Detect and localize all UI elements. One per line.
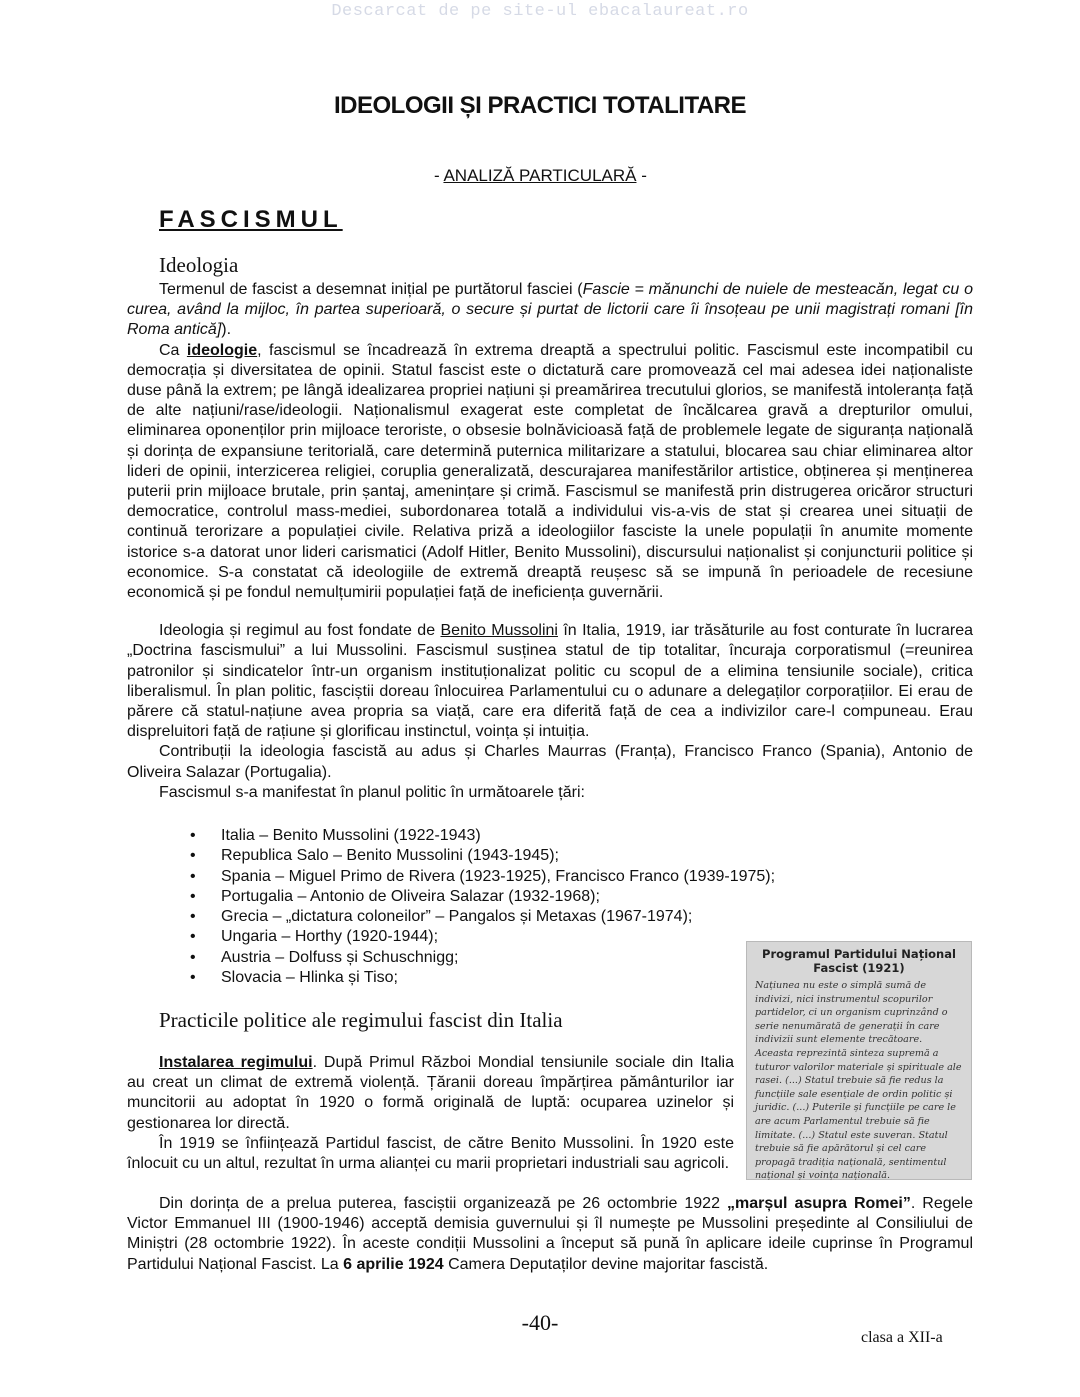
page-number: -40- [521, 1310, 559, 1335]
paragraph-party: În 1919 se înființează Partidul fascist, de către Benito Mussolini. În 1920 este înlocuit cu un altul, rezultat în urma alianței cu marii proprietari industriali sau agricoli. [127, 1134, 734, 1173]
paragraph-march: Din dorința de a prelua puterea, fasciștii organizează pe 26 octombrie 1922 „marșul asupra Romei”. Regele Victor Emmanuel III (1900-1946) acceptă demisia guvernului și îl numește pe Mussolini președinte al Consiliului de Miniștri (28 octombrie 1922). În aceste condiții Mussolini a început să pună în aplicare ideile cuprinse în Programul Partidului Național Fascist. La 6 aprilie 1924 Camera Deputaților devine majoritar fascistă. [127, 1195, 974, 1273]
paragraph-ideology: Ca ideologie, fascismul se încadrează în extrema dreaptă a spectrului politic. Fascismul este incompatibil cu democrația și diversitatea de opinii. Statul fascist este o dictatură care promovează cel mai adesea idei naționaliste duse până la extrem; pe lângă idealizarea propriei națiuni și preamărirea trecutului glorios, se manifestă intoleranța față de alte națiuni/rase/ideologii. Naționalismul exagerat este completat de încălcarea gravă a drepturilor omului, eliminarea oponenților prin mijloace teroriste, o obsesie bolnăvicioasă față de problemele legate de siguranța națională și dorința de expansiune teritorială, care determină puternica militarizare a statului, blocarea sau chiar eliminarea altor lideri de opinii, interzicerea religiei, coruplia generalizată, descurajarea manifestărilor artistice, obținerea și menținerea puterii prin mijloace brutale, prin șantaj, amenințare și crimă. Fascismul se manifestă prin distrugerea oricăror structuri democratice, controlul mass-mediei, subordonarea totală a individului vis-a-vis de stat și crearea unei situații de continuă terorizare a populației civile. Relativa priză a ideologiilor fasciste la unele populații în anumite momente istorice s-a datorat unor lideri carismatici (Adolf Hitler, Benito Mussolini), discursului naționalist și conjuncturii politice și economice. S-a constatat că ideologiile de extremă dreaptă reușesc să se impună în perioadele de recesiune economică și pe fondul nemulțumirii populației față de ineficiența guvernării. [127, 341, 973, 602]
list-item: • Grecia – „dictatura coloneilor” – Pangalos și Metaxas (1967-1974); [190, 907, 775, 927]
installation-text [127, 1053, 734, 1174]
subheading-ideologia: Ideologia [159, 253, 239, 277]
subtitle: - ANALIZĂ PARTICULARĂ - [434, 166, 647, 185]
list-item: • Ungaria – Horthy (1920-1944); [190, 927, 775, 947]
program-source-box [746, 941, 972, 1180]
march-text [127, 1194, 973, 1275]
paragraph-countries-intro: Fascismul s-a manifestat în planul politic în următoarele țări: [159, 783, 585, 801]
section-title: FASCISMUL [159, 206, 343, 233]
ideology-text [127, 280, 973, 803]
paragraph-contributions: Contribuții la ideologia fascistă au adus și Charles Maurras (Franța), Francisco Franco (Spania), Antonio de Oliveira Salazar (Portugalia). [127, 743, 973, 781]
keyword-ideologie: ideologie [186, 341, 258, 359]
footer-class-label: clasa a XII-a [861, 1329, 943, 1346]
subheading-practici: Practicile politice ale regimului fascist din Italia [159, 1008, 563, 1032]
list-item: • Slovacia – Hlinka și Tiso; [190, 968, 775, 988]
list-item: • Spania – Miguel Primo de Rivera (1923-1925), Francisco Franco (1939-1975); [190, 867, 775, 887]
subtitle-text: ANALIZĂ PARTICULARĂ [443, 166, 637, 185]
paragraph-mussolini: Ideologia și regimul au fost fondate de Benito Mussolini în Italia, 1919, iar trăsăturile au fost conturate în lucrarea „Doctrina fascismului” a lui Mussolini. Fascismul susținea statul de tip totalitar, încuraja corporatismul (=reunirea patronilor și sindicatelor într-un organism instituționalizat politic cu scopul de a elimina tensiunile sociale), critica liberalismul. În plan politic, fasciștii doreau înlocuirea Parlamentului cu o adunare a delegaților corporațiilor. Ei erau de părere că statul-națiune avea propria sa viață, care era diferită față de cea a indivizilor care-l compuneau. Erau dispreluitori față de rațiune și glorificau instinctul, voința și intuiția. [127, 622, 974, 741]
list-item: • Portugalia – Antonio de Oliveira Salazar (1932-1968); [190, 887, 775, 907]
paragraph-installation: Instalarea regimului. După Primul Război Mondial tensiunile sociale din Italia au creat un climat de extremă violență. Țăranii doreau împărțirea pământurilor iar muncitorii au adoptat în 1920 o formă originală de luptă: ocuparea uzinelor și gestionarea lor directă. [127, 1054, 734, 1132]
countries-list [190, 826, 775, 988]
page-title: IDEOLOGII ȘI PRACTICI TOTALITARE [333, 92, 746, 119]
list-item: • Italia – Benito Mussolini (1922-1943) [190, 826, 775, 846]
paragraph-definition: Termenul de fascist a desemnat inițial pe purtătorul fasciei (Fascie = mănunchi de nuiele de mesteacăn, legat cu o curea, având la mijloc, în partea superioară, o secure și purtat de lictorii care îi însoțeau pe unii magistrați romani [în Roma antică]). [127, 281, 973, 339]
list-item: • Republica Salo – Benito Mussolini (1943-1945); [190, 846, 775, 866]
source-box-body: Națiunea nu este o simplă sumă de indivizi, nici instrumentul scopurilor partidelor, ci un organism cuprinzând o serie nenumărată de generații în care indivizii sunt elemente trecătoare. Aceasta reprezintă sinteza supremă a tuturor valorilor materiale și spirituale ale rasei. (...) Statul trebuie să fie redus la funcțiile sale esențiale de ordin politic și juridic. (...) Puterile și funcțiile pe care le are acum Parlamentul trebuie să fie limitate. (...) Statul este suveran. Statul trebuie să fie apărătorul și cel care propagă tradiția națională, sentimentul național și voința națională. [755, 980, 962, 1182]
watermark: Descarcat de pe site-ul ebacalaureat.ro [331, 2, 749, 21]
source-box-title: Programul Partidului Național Fascist (1921) [762, 947, 956, 975]
list-item: • Austria – Dolfuss și Schuschnigg; [190, 948, 775, 968]
